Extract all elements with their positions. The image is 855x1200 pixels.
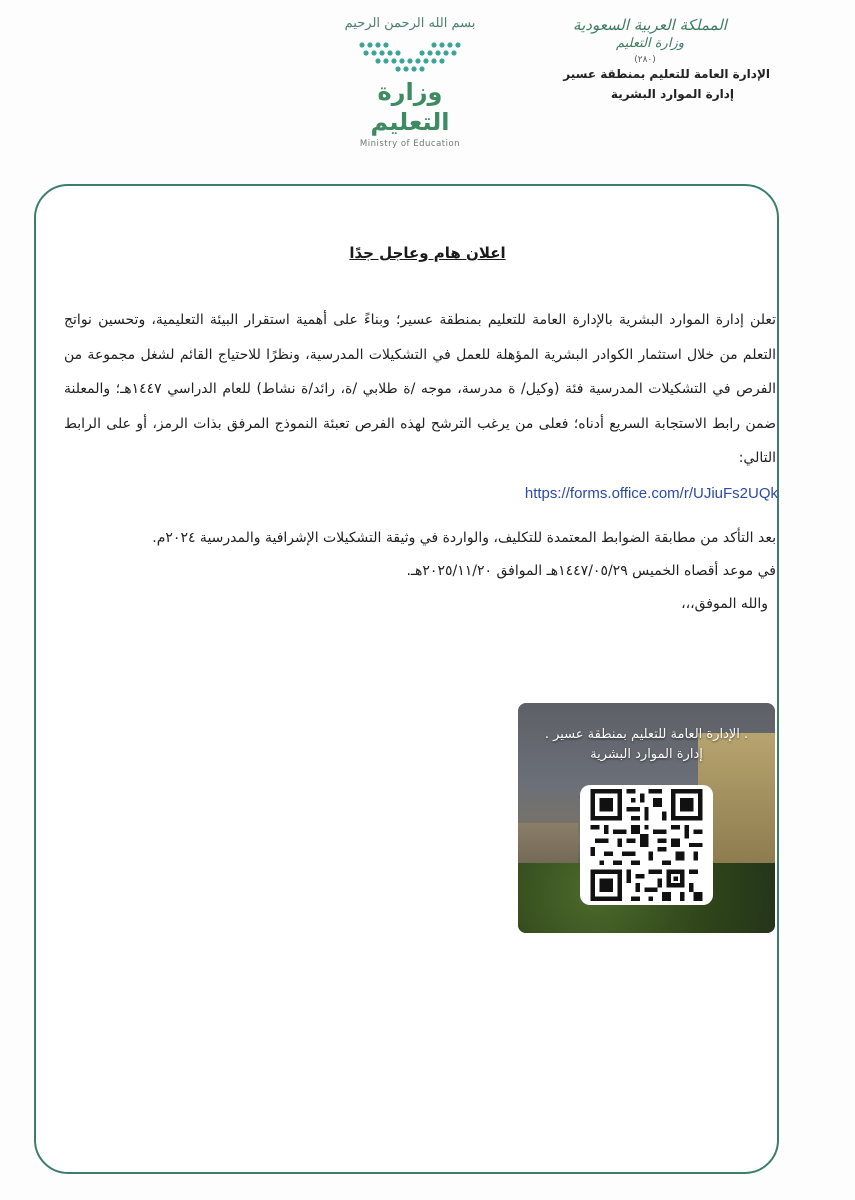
- kingdom-text: المملكة العربية السعودية: [573, 16, 727, 34]
- qr-caption-line1: . الإدارة العامة للتعليم بمنطقة عسير .: [544, 727, 749, 742]
- basmala-text: بسم الله الرحمن الرحيم: [344, 16, 476, 31]
- ministry-dots-icon: [358, 39, 462, 75]
- qr-card: [518, 703, 775, 933]
- deadline-text: في موعد أقصاه الخميس ١٤٤٧/٠٥/٢٩هـ الموافق ٢٠٢٥/١١/٢٠هـ.: [406, 563, 776, 579]
- issuer-block: [560, 16, 770, 134]
- announcement-notes: [64, 522, 776, 621]
- ministry-name-ar: وزارة التعليم: [370, 78, 450, 136]
- ministry-small-text: وزارة التعليم: [615, 36, 685, 51]
- qr-code-icon: [589, 789, 704, 901]
- department-name: إدارة الموارد البشرية: [610, 87, 734, 101]
- qr-caption-line2: إدارة الموارد البشرية: [590, 747, 703, 762]
- ministry-name-en: Ministry of Education: [359, 139, 461, 149]
- announcement-body: [64, 303, 776, 476]
- criteria-note: بعد التأكد من مطابقة الضوابط المعتمدة للتكليف، والواردة في وثيقة التشكيلات الإشرافية والمدرسية ٢٠٢٤م.: [152, 530, 776, 546]
- qr-code[interactable]: [580, 785, 713, 905]
- admin-name: الإدارة العامة للتعليم بمنطقة عسير: [563, 67, 770, 81]
- qr-caption: [518, 725, 775, 765]
- reference-number: (٢٨٠): [634, 55, 656, 65]
- announcement-paragraph: تعلن إدارة الموارد البشرية بالإدارة العامة للتعليم بمنطقة عسير؛ وبناءً على أهمية استقرار البيئة التعليمية، وتحسين نواتج التعلم من خلال استثمار الكوادر البشرية المؤهلة للعمل في التشكيلات المدرسية، ونظرًا للاحتياج القائم لشغل مجموعة من الفرص في التشكيلات المدرسية فئة (وكيل/ ة مدرسة، موجه /ة طلابي /ة، رائد/ة نشاط) للعام الدراسي ١٤٤٧هـ؛ والمعلنة ضمن رابط الاستجابة السريع أدناه؛ فعلى من يرغب الترشح لهذه الفرص تعبئة النموذج المرفق بذات الرمز، أو على الرابط التالي:: [64, 312, 776, 466]
- closing-text: والله الموفق،،،: [681, 596, 768, 612]
- announcement-title: اعلان هام وعاجل جدًا: [349, 244, 506, 262]
- form-link[interactable]: https://forms.office.com/r/UJiuFs2UQk: [524, 485, 778, 502]
- ministry-logo: [340, 12, 480, 160]
